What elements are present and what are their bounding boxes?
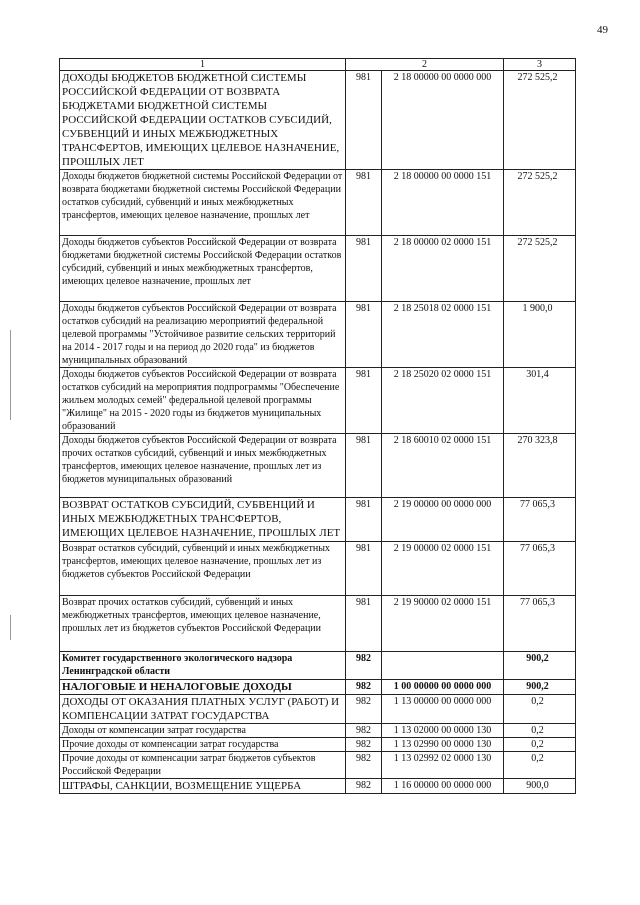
row-budget-code: 1 13 00000 00 0000 000: [382, 695, 504, 724]
row-name: ДОХОДЫ ОТ ОКАЗАНИЯ ПЛАТНЫХ УСЛУГ (РАБОТ) И КОМПЕНСАЦИИ ЗАТРАТ ГОСУДАРСТВА: [60, 695, 346, 724]
row-admin-code: 982: [346, 680, 382, 695]
row-sum: 77 065,3: [504, 498, 576, 542]
row-name: Комитет государственного экологического надзора Ленинградской области: [60, 652, 346, 680]
row-name: Доходы бюджетов субъектов Российской Федерации от возврата остатков субсидий на мероприятия подпрограммы "Обеспечение жильем молодых семей" федеральной целевой программы "Жилище" на 2015 - 2020 годы из бюджетов муниципальных образований: [60, 368, 346, 434]
margin-mark: [10, 615, 11, 640]
row-budget-code: [382, 652, 504, 680]
row-admin-code: 982: [346, 752, 382, 779]
row-budget-code: 2 19 00000 02 0000 151: [382, 542, 504, 596]
table-row: [60, 752, 576, 779]
row-budget-code: 2 18 00000 00 0000 151: [382, 170, 504, 236]
row-budget-code: 1 13 02992 02 0000 130: [382, 752, 504, 779]
row-sum: 270 323,8: [504, 434, 576, 498]
row-sum: 900,0: [504, 779, 576, 794]
row-admin-code: 982: [346, 779, 382, 794]
table-row: [60, 652, 576, 680]
row-budget-code: 2 19 90000 02 0000 151: [382, 596, 504, 652]
row-sum: 0,2: [504, 738, 576, 752]
row-sum: 272 525,2: [504, 170, 576, 236]
row-budget-code: 1 16 00000 00 0000 000: [382, 779, 504, 794]
row-budget-code: 1 00 00000 00 0000 000: [382, 680, 504, 695]
row-name: Прочие доходы от компенсации затрат бюджетов субъектов Российской Федерации: [60, 752, 346, 779]
row-budget-code: 1 13 02000 00 0000 130: [382, 724, 504, 738]
margin-mark: [10, 330, 11, 420]
row-sum: 77 065,3: [504, 596, 576, 652]
table-row: [60, 779, 576, 794]
row-budget-code: 1 13 02990 00 0000 130: [382, 738, 504, 752]
table-row: [60, 302, 576, 368]
table-row: [60, 71, 576, 170]
row-sum: 900,2: [504, 680, 576, 695]
row-admin-code: 981: [346, 542, 382, 596]
row-sum: 77 065,3: [504, 542, 576, 596]
column-header-2: 2: [346, 59, 504, 71]
row-admin-code: 982: [346, 695, 382, 724]
row-name: ШТРАФЫ, САНКЦИИ, ВОЗМЕЩЕНИЕ УЩЕРБА: [60, 779, 346, 794]
row-budget-code: 2 18 25020 02 0000 151: [382, 368, 504, 434]
row-name: Прочие доходы от компенсации затрат государства: [60, 738, 346, 752]
row-admin-code: 981: [346, 302, 382, 368]
row-admin-code: 981: [346, 368, 382, 434]
row-admin-code: 982: [346, 652, 382, 680]
row-admin-code: 981: [346, 498, 382, 542]
row-name: ВОЗВРАТ ОСТАТКОВ СУБСИДИЙ, СУБВЕНЦИЙ И ИНЫХ МЕЖБЮДЖЕТНЫХ ТРАНСФЕРТОВ, ИМЕЮЩИХ ЦЕЛЕВОЕ НАЗНАЧЕНИЕ, ПРОШЛЫХ ЛЕТ: [60, 498, 346, 542]
table-row: [60, 680, 576, 695]
row-admin-code: 981: [346, 434, 382, 498]
row-sum: 900,2: [504, 652, 576, 680]
row-sum: 0,2: [504, 724, 576, 738]
column-header-3: 3: [504, 59, 576, 71]
table-row: [60, 695, 576, 724]
row-name: ДОХОДЫ БЮДЖЕТОВ БЮДЖЕТНОЙ СИСТЕМЫ РОССИЙСКОЙ ФЕДЕРАЦИИ ОТ ВОЗВРАТА БЮДЖЕТАМИ БЮДЖЕТНОЙ СИСТЕМЫ РОССИЙСКОЙ ФЕДЕРАЦИИ ОСТАТКОВ СУБСИДИЙ, СУБВЕНЦИЙ И ИНЫХ МЕЖБЮДЖЕТНЫХ ТРАНСФЕРТОВ, ИМЕЮЩИХ ЦЕЛЕВОЕ НАЗНАЧЕНИЕ, ПРОШЛЫХ ЛЕТ: [60, 71, 346, 170]
table-row: [60, 368, 576, 434]
row-budget-code: 2 18 60010 02 0000 151: [382, 434, 504, 498]
table-row: [60, 596, 576, 652]
row-name: Возврат прочих остатков субсидий, субвенций и иных межбюджетных трансфертов, имеющих целевое назначение, прошлых лет из бюджетов субъектов Российской Федерации: [60, 596, 346, 652]
row-name: Доходы бюджетов субъектов Российской Федерации от возврата остатков субсидий на реализацию мероприятий федеральной целевой программы "Устойчивое развитие сельских территорий на 2014 - 2017 годы и на период до 2020 года" из бюджетов муниципальных образований: [60, 302, 346, 368]
table-row: [60, 738, 576, 752]
table-row: [60, 724, 576, 738]
row-name: Доходы бюджетов субъектов Российской Федерации от возврата бюджетами бюджетной системы Российской Федерации остатков субсидий, субвенций и иных межбюджетных трансфертов, имеющих целевое назначение, прошлых лет: [60, 236, 346, 302]
row-name: Доходы от компенсации затрат государства: [60, 724, 346, 738]
row-admin-code: 981: [346, 596, 382, 652]
row-admin-code: 982: [346, 738, 382, 752]
table-row: [60, 434, 576, 498]
row-sum: 301,4: [504, 368, 576, 434]
table-row: [60, 236, 576, 302]
row-name: НАЛОГОВЫЕ И НЕНАЛОГОВЫЕ ДОХОДЫ: [60, 680, 346, 695]
row-sum: 0,2: [504, 695, 576, 724]
row-name: Доходы бюджетов бюджетной системы Российской Федерации от возврата бюджетами бюджетной системы Российской Федерации остатков субсидий, субвенций и иных межбюджетных трансфертов, имеющих целевое назначение, прошлых лет: [60, 170, 346, 236]
row-budget-code: 2 18 00000 02 0000 151: [382, 236, 504, 302]
row-budget-code: 2 18 25018 02 0000 151: [382, 302, 504, 368]
column-header-1: 1: [60, 59, 346, 71]
page-number: 49: [597, 24, 608, 36]
table-header-row: [60, 59, 576, 71]
table-row: [60, 498, 576, 542]
row-sum: 0,2: [504, 752, 576, 779]
row-name: Возврат остатков субсидий, субвенций и иных межбюджетных трансфертов, имеющих целевое назначение, прошлых лет из бюджетов субъектов Российской Федерации: [60, 542, 346, 596]
row-sum: 272 525,2: [504, 236, 576, 302]
row-admin-code: 981: [346, 236, 382, 302]
table-row: [60, 542, 576, 596]
row-sum: 1 900,0: [504, 302, 576, 368]
row-admin-code: 982: [346, 724, 382, 738]
table-row: [60, 170, 576, 236]
row-name: Доходы бюджетов субъектов Российской Федерации от возврата прочих остатков субсидий, субвенций и иных межбюджетных трансфертов, имеющих целевое назначение, прошлых лет из бюджетов муниципальных образований: [60, 434, 346, 498]
row-budget-code: 2 18 00000 00 0000 000: [382, 71, 504, 170]
row-admin-code: 981: [346, 170, 382, 236]
row-budget-code: 2 19 00000 00 0000 000: [382, 498, 504, 542]
row-sum: 272 525,2: [504, 71, 576, 170]
revenue-table: [59, 58, 576, 794]
row-admin-code: 981: [346, 71, 382, 170]
